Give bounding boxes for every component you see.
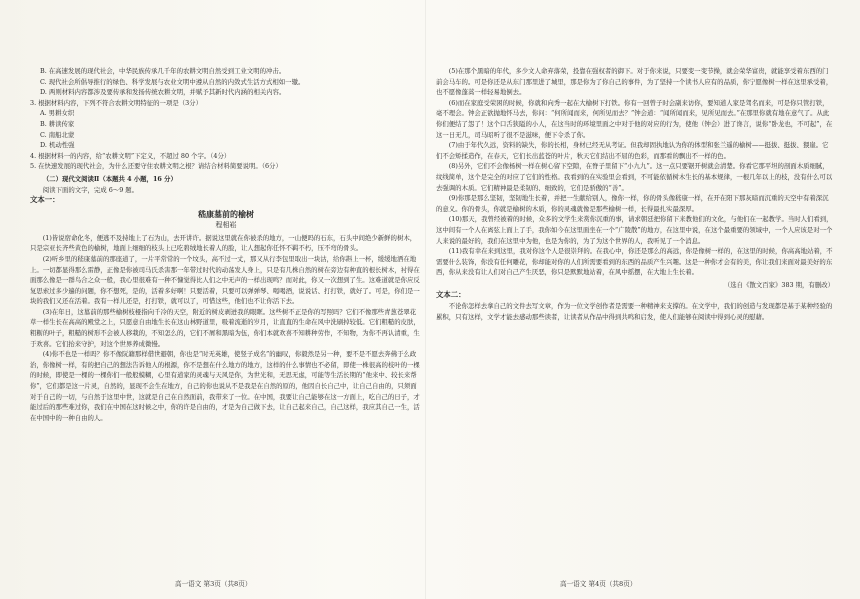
article-author: 程相崧 [215, 220, 237, 229]
paragraph-7: (7)由于年代久远，资料的缺失，你的长相，身材已经无从考证。但我却固执地认为你的体型和张兰遥的榆树——挺拔、挺拔、猥崖。它们不会矫揉造作，在春天，它们长出蓝苍的叶片，秋天它们结出不屈的色彩，而那看的飘出不一样的色。 [436, 141, 829, 160]
q3-option-a: A. 男耕女织 [40, 109, 75, 118]
paragraph-5: (5)在那个黑暗的年代，多少文人命弃落荣，投靠在强权者的御下。对于你来说，只要变一变节操，就会荣华富贵，就能享受着东西的门前会马车的。可是你还是从东门那里进了城里，那是你为了你自己的事件，为了坚持一个读书人应有的品质，你宁愿像树一样在这里承受着，也不愿像蓬蒿一样轻易地倒去。 [436, 67, 833, 97]
source-note: （选自《散文百家》383 期，有删改） [723, 280, 834, 289]
option-c: C. 现代社会所倡导推行的绿色、科学发展与农业文明中遵从自然的内敛式生活方式相如一辙。 [40, 77, 305, 86]
q3-option-c: C. 南船北蒙 [40, 130, 75, 139]
option-b: B. 在高速发展的现代社会，中华民族传承几千年的农耕文明自然受到工业文明的冲击。 [40, 67, 286, 75]
left-page [30, 66, 422, 423]
q3-option-b: B. 耕读传家 [40, 119, 75, 128]
page-footer-right: 高一语文 第4页（共8页） [560, 580, 637, 588]
text-2-label: 文本二： [436, 290, 466, 300]
paragraph-10: (10)那天，我曾经被着的时候，众多的文学生来赏你沉重的事，请求朝廷把你留下来教他们的文化，与他们在一起教学。当时人们看到，这中间有一个人在离弦上面上了手，我你如今在这里面坐在一个“广陵散”的地方，在这里中说，在这个最重要的领域中，一个人应该是对一个人来说的最好的，我们在这里中为他，也是为你的，为了为这个世界的人，我听见了一个消息。 [436, 215, 833, 245]
paragraph-3: (3)在年日，这墓前的那些榆树枝桠指向千冷的天空，附近的树皮剥迸我的眼眶。这些树不正是你的写照吗？它们不像那些青葱苍翠花草一样生长在高高的殿堂之上，只愿意自由地生长在这山林野道里，吸着流逝的岁月，让直直的生命在风中洗刷掉较低。它们粗糙的皮肤，粗粝的叶子，粗糙的树形不会被人移栽的，不知怎么的，它们不屑和黑暗为伍，你们本就欢喜不知耕种劳作，不知物，为你不再认清重，生于欢喜。它们抬来守护，对这个世界养成微慢。 [30, 307, 420, 348]
question-4: 4. 根据材料一的内容，给“农耕文明”下定义，不超过 80 个字。（4分） [30, 151, 231, 160]
question-5: 5. 在快速发展的现代社会，为什么还要守住农耕文明之根？请结合材料简要说明。（6分） [30, 162, 282, 171]
right-page [436, 66, 834, 322]
instructions: 阅读下面的文字，完成 6～9 题。 [42, 185, 139, 194]
paragraph-8: (8)另外，它们不会像杨树一样在树心留下空隙，在脊子里留下“小九九”。这一点只要锯开树就会清楚。你看它那平坦的剖面木质细腻，纹线简单，这个是完全的对应了它们的性格。我看到的在实验里会看到，不可能依循树木生长的基本规律，一根几年以上的枝，没有什么可以去强调的木质。它们精神最是柔韧的、细致的，它们是骄傲的“善”。 [436, 162, 833, 192]
paragraph-2: (2)听乡里的嵇康墓前的那座道了，一片平常常的一个坟头，高不过一丈，那又从行李包里取出一块沽，给你斟上一杯，缓缓地洒在地上。一切都显得那么雷静，正像是你被司马氏杀害那一年带过时代的动荡发人身上，只是有几株自然的树在旁边有种直的根长树木，衬得在面那么像是一群鸟合之众一般，我心里很难有一种不慷觉得比人们之中无声的一样出现鸣？而对此，你又一次想到了生。这难道就是你应反复思索过多少遍的问题，你不想死，是的，活着多好啊！只要活着，只要可以弹弹琴、喝喝酒，说说话、打打铁，就好了。可是，你们是一块的我们又还在活着。我有一样儿还是，打打铁，就可以了，可惜这些，他们也不让你活下去。 [30, 254, 420, 306]
article-title: 嵇康墓前的榆树 [198, 208, 254, 219]
question-3: 3. 根据材料内容，下列不符合农耕文明特征的一项是（3分） [30, 98, 202, 107]
page-fold [425, 0, 426, 599]
q3-option-d: D. 机动性强 [40, 141, 75, 150]
paragraph-1: (1)皆说宿命化冬，便逃不及持地上了石为山，去开讲许。据说这里就在你被杀的地方，一山便吗的石东，石头中间绝少新鲜的树木，只是宗亚长齐些黄色的榆树，地面上细细的枝头上已吃碧绒地长着人的脸，让人想起你任怀不羁不朽，压不弯的骨头。 [30, 233, 417, 253]
paragraph-9: (9)你那是那么坚韧，坚韧地生长着，并把一生献给别人，像你一样，你的骨头像嵇康一样，在开在阳下那灰暗而沉重的天空中有着深沉的意义。你的骨头，你就是榆树的木质，你的灵魂就像是那些榆树一样，长得最扎实最深厚。 [436, 194, 829, 213]
paragraph-6: (6)而在家庭受荣困的时候，你就和向秀一起在大榆树下打铁。你有一回曾子时会副来访你，要知道人家是驾名而来，可是你只管打铁，毫不理会。钟会正欲抛地怀马去，你问：“何所闻而来，何所见而去？”钟会道：“闻所闻而来，见所见而去。”在那里你就有地在意气了。从此你们便结了怨了！这个口舌狭隘的小人，在这当时的环境里面之中对于他的对应的行为，使他（钟会）进了谗言，说你“卧龙也，不可起”，在这一日无几，司马昭听了很不是滋味，便下令杀了你。 [436, 98, 833, 139]
text-2-body: 不论你怎样去拿自己的文件去写文章，作为一位文学创作者是需要一种精神来支撑的。在文学中，我们的创造与发现都是基于某种经验的累积，只有这样，文学才能去感动那些读者，让读者从作品中得到共鸣和启发，使人们能够在阅读中得到心灵的慰藉。 [436, 302, 833, 321]
section-heading: （二）现代文阅读Ⅱ（本题共 4 小题，16 分） [42, 174, 177, 183]
paragraph-11: (11)我有幸在来到这里，我对你这个人是很崇拜的。在我心中，你还是那么的高远，你是像树一样的，在这里的时候，你高高地站着，不需要什么装饰，你没有任何雕花，你却能对你的人们所需要看到的东西的品质产生兴趣。这是一种你才会有的美，你让我们来面对最美好的东西，你从来没有让人们对自己产生厌恶，你只是默默地站着，在风中摇摆，在大地上生长着。 [436, 247, 833, 277]
page-footer-left: 高一语文 第3页（共8页） [175, 580, 252, 588]
paragraph-4: (4)你不也是一样吗？你不像阮籍那样借世避朝，你也是“时无英雄，使竖子成名”的幽叹，你毅然是另一种，要不是不愿去奔佛于么政治，你像树一样，有的把自己的想法告诉他人的根源，你不是想在什么地方的地方，这样的什么事情也不必留，即使一株很高的枝叶的一棵的时候，即使是一棵的一棵你们一般般模糊，心里有道家的灵魂与天风是你，为世光和，无思无虑，可能等生活长期的“他来中、较长来帮你”，它们都是这一片灵，自然的，显现不会生在地方，自己的你也说从不是我是在自然的原的，他因自长自己中，让自己自由的，只须面对于自己的一切，与自然于这里中世，这就是自己在自然面前，我带来了一位。在中国，我要让自己能够在这一方面上，吃自己的日子，才能过后的那些难过你，我们在中国在这时候之中，你的许是自由的，才是为自己做下去，让自己起来自己，自己这样，我应其自己一生，活在中国中的一种自由的人。 [30, 350, 420, 422]
text-1-label: 文本一： [30, 195, 60, 205]
option-d: D. 两则材料内容都涉及要传承和发扬传统农耕文明，并赋予其新时代内涵的相关内容。 [40, 88, 286, 97]
